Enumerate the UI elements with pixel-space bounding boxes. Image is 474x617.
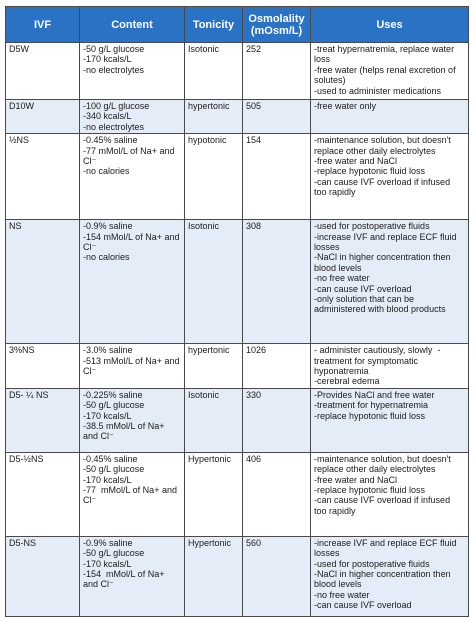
cell-osmolality: 505 <box>243 100 311 134</box>
table-row <box>6 452 469 536</box>
table-row <box>6 220 469 344</box>
header-content: Content <box>80 7 185 43</box>
cell-tonicity: hypertonic <box>185 100 243 134</box>
cell-content: -50 g/L glucose -170 kcals/L -no electrolytes <box>80 43 185 100</box>
cell-content: -3.0% saline -513 mMol/L of Na+ and Cl⁻ <box>80 344 185 389</box>
table-row <box>6 134 469 220</box>
cell-ivf: D10W <box>6 100 80 134</box>
cell-content: -100 g/L glucose -340 kcals/L -no electrolytes <box>80 100 185 134</box>
cell-uses: -used for postoperative fluids -increase IVF and replace ECF fluid losses -NaCl in higher concentration then blood levels -no free water -can cause IVF overload -only solution that can be administered with blood products <box>311 220 469 344</box>
cell-uses: -treat hypernatremia, replace water loss -free water (helps renal excretion of solutes) -used to administer medications <box>311 43 469 100</box>
table-row <box>6 344 469 389</box>
cell-osmolality: 560 <box>243 536 311 616</box>
header-uses: Uses <box>311 7 469 43</box>
iv-fluids-table <box>5 6 469 617</box>
cell-tonicity: hypertonic <box>185 344 243 389</box>
cell-osmolality: 308 <box>243 220 311 344</box>
cell-ivf: ½NS <box>6 134 80 220</box>
cell-tonicity: Isotonic <box>185 388 243 452</box>
cell-uses: -Provides NaCl and free water -treatment for hypernatremia -replace hypotonic fluid loss <box>311 388 469 452</box>
cell-content: -0.45% saline -77 mMol/L of Na+ and Cl⁻ -no calories <box>80 134 185 220</box>
table-row <box>6 100 469 134</box>
cell-content: -0.9% saline -50 g/L glucose -170 kcals/L -154 mMol/L of Na+ and Cl⁻ <box>80 536 185 616</box>
cell-osmolality: 406 <box>243 452 311 536</box>
cell-uses: -maintenance solution, but doesn't replace other daily electrolytes -free water and NaCl -replace hypotonic fluid loss -can cause IVF overload if infused too rapidly <box>311 452 469 536</box>
cell-osmolality: 330 <box>243 388 311 452</box>
cell-ivf: D5-½NS <box>6 452 80 536</box>
cell-tonicity: Hypertonic <box>185 536 243 616</box>
cell-osmolality: 252 <box>243 43 311 100</box>
header-row <box>6 7 469 43</box>
cell-ivf: D5-NS <box>6 536 80 616</box>
cell-tonicity: Hypertonic <box>185 452 243 536</box>
cell-tonicity: hypotonic <box>185 134 243 220</box>
cell-ivf: 3%NS <box>6 344 80 389</box>
cell-ivf: NS <box>6 220 80 344</box>
cell-uses: -free water only <box>311 100 469 134</box>
cell-content: -0.225% saline -50 g/L glucose -170 kcals/L -38.5 mMol/L of Na+ and Cl⁻ <box>80 388 185 452</box>
header-osmolality: Osmolality (mOsm/L) <box>243 7 311 43</box>
header-tonicity: Tonicity <box>185 7 243 43</box>
cell-tonicity: Isotonic <box>185 220 243 344</box>
cell-uses: - administer cautiously, slowly -treatment for symptomatic hyponatremia -cerebral edema <box>311 344 469 389</box>
cell-osmolality: 1026 <box>243 344 311 389</box>
cell-content: -0.45% saline -50 g/L glucose -170 kcals/L -77 mMol/L of Na+ and Cl⁻ <box>80 452 185 536</box>
table-row <box>6 43 469 100</box>
table-row <box>6 536 469 616</box>
cell-ivf: D5W <box>6 43 80 100</box>
cell-ivf: D5- ¼ NS <box>6 388 80 452</box>
header-ivf: IVF <box>6 7 80 43</box>
cell-uses: -maintenance solution, but doesn't replace other daily electrolytes -free water and NaCl -replace hypotonic fluid loss -can cause IVF overload if infused too rapidly <box>311 134 469 220</box>
cell-osmolality: 154 <box>243 134 311 220</box>
table-row <box>6 388 469 452</box>
cell-tonicity: Isotonic <box>185 43 243 100</box>
cell-content: -0.9% saline -154 mMol/L of Na+ and Cl⁻ -no calories <box>80 220 185 344</box>
cell-uses: -increase IVF and replace ECF fluid losses -used for postoperative fluids -NaCl in higher concentration then blood levels -no free water -can cause IVF overload <box>311 536 469 616</box>
